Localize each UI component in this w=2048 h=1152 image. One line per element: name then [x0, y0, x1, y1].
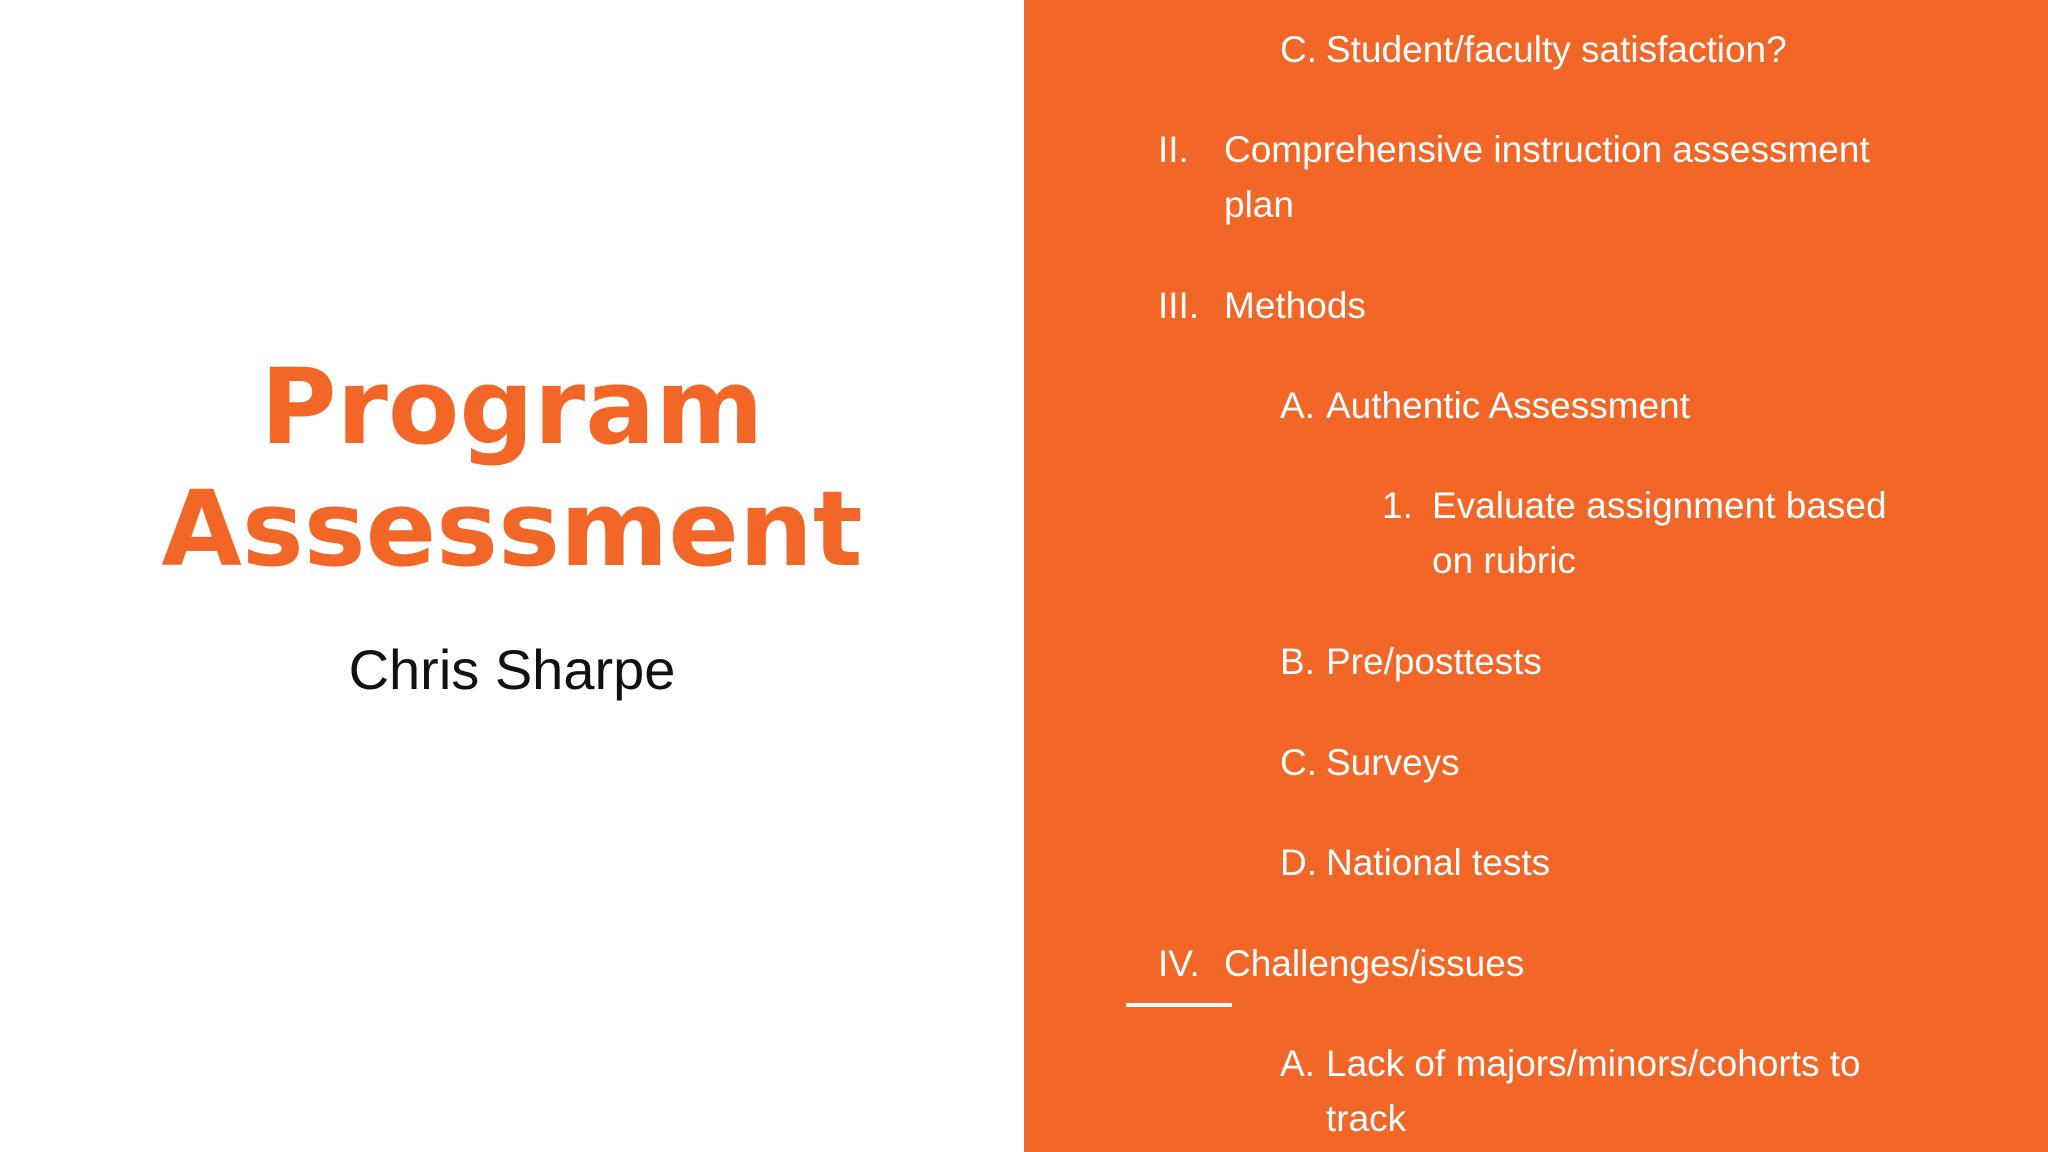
outline-marker: IV.	[1158, 943, 1200, 984]
outline-marker: A.	[1280, 385, 1315, 426]
outline-marker: II.	[1158, 129, 1189, 170]
outline-marker: B.	[1280, 641, 1315, 682]
outline-text: Challenges/issues	[1224, 943, 1525, 984]
outline-marker: A.	[1280, 1043, 1315, 1084]
outline-text: Lack of majors/minors/cohorts to	[1326, 1043, 1861, 1084]
outline-marker: 1.	[1382, 485, 1413, 526]
slide-title-line-2: Assessment	[161, 468, 863, 590]
outline-text: National tests	[1326, 842, 1551, 883]
outline-marker: C.	[1280, 29, 1317, 70]
outline-text-continued: plan	[1224, 184, 1294, 225]
outline-text-continued: on rubric	[1432, 540, 1576, 581]
outline-text: Comprehensive instruction assessment	[1224, 129, 1870, 170]
outline-text: Surveys	[1326, 742, 1460, 783]
slide-title	[0, 346, 1024, 590]
outline-text: Methods	[1224, 285, 1366, 326]
author-name: Chris Sharpe	[348, 638, 676, 701]
outline-text-continued: track	[1326, 1098, 1407, 1139]
outline-marker: III.	[1158, 285, 1200, 326]
outline-text: Evaluate assignment based	[1432, 485, 1887, 526]
outline-panel	[1024, 0, 2048, 1152]
text-cursor-underline	[1126, 1003, 1232, 1007]
outline-text: Pre/posttests	[1326, 641, 1542, 682]
slide-title-line-1: Program	[260, 346, 764, 468]
outline-marker: D.	[1280, 842, 1317, 883]
outline-text: Authentic Assessment	[1326, 385, 1691, 426]
outline-text: Student/faculty satisfaction?	[1326, 29, 1787, 70]
outline-marker: C.	[1280, 742, 1317, 783]
